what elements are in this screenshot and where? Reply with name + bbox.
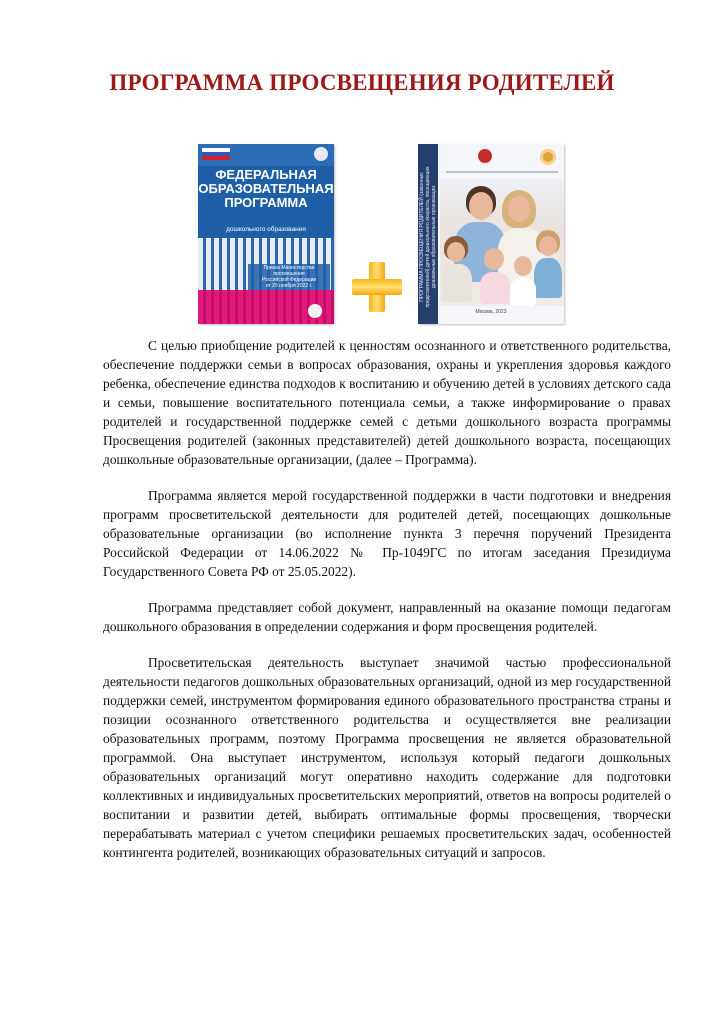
- ministry-logo-icon: [478, 149, 492, 163]
- cover-subtitle: дошкольного образования: [226, 226, 306, 233]
- flag-icon: [202, 148, 230, 160]
- body-text: [103, 336, 671, 879]
- paragraph: Просветительская деятельность выступает значимой частью профессиональной деятельности педагогов дошкольных образовательных организаций, одной из мер государственной поддержки семей, инструментом формирования единого образовательного пространства страны и позиции осознанного ответственного родительства и осуществляется вне реализации образовательных программ, поэтому Программа просвещения не является образовательной программой. Она выступает инструментом, используя который педагоги дошкольных образовательных организаций могут оперативно находить содержание для подготовки коллективных и индивидуальных просветительских мероприятий, ответов на вопросы родителей о воспитании и развитии детей, выбирать оптимальные формы просвещения, творчески перерабатывать материал с учетом специфики решаемых просветительских задач, особенностей контингента родителей, возникающих образовательных ситуаций и запросов.: [103, 655, 671, 860]
- paragraph: Программа является мерой государственной поддержки в части подготовки и внедрения программ просветительской деятельности для родителей детей, посещающих дошкольные образовательные организации (во исполнение пункта 3 перечня поручений Президента Российской Федерации от 14.06.2022 № Пр-1049ГС по итогам заседания Президиума Государственного Совета РФ от 25.05.2022).: [103, 488, 671, 579]
- parents-program-cover-image: [418, 144, 564, 324]
- institute-logo-icon: [540, 149, 556, 165]
- paragraph: Программа представляет собой документ, направленный на оказание помощи педагогам дошкольного образования в определении содержания и форм просвещения родителей.: [103, 600, 671, 634]
- emblem-icon: [314, 147, 328, 161]
- page-title: ПРОГРАММА ПРОСВЕЩЕНИЯ РОДИТЕЛЕЙ: [109, 70, 615, 95]
- cover-spine-text: ПРОГРАММА ПРОСВЕЩЕНИЯ РОДИТЕЛЕЙ (законных представителей) детей дошкольного возраста, посещающих дошкольные образовательные организации: [419, 166, 437, 308]
- cover-order-text: [248, 264, 330, 290]
- seal-icon: [308, 304, 322, 318]
- cover-order-line: от 25 ноября 2022 г.: [265, 283, 313, 289]
- cover-city-year: Москва, 2023: [475, 309, 507, 315]
- family-photo: [440, 178, 564, 306]
- cover-small-text-line: [446, 171, 558, 173]
- plus-icon: [352, 262, 402, 312]
- cover-order-line: Приказ Министерства просвещения: [263, 265, 315, 277]
- cover-order-line: Российской Федерации: [261, 277, 317, 283]
- cover-title: ФЕДЕРАЛЬНАЯ ОБРАЗОВАТЕЛЬНАЯ ПРОГРАММА: [198, 167, 334, 210]
- paragraph: С целью приобщение родителей к ценностям осознанного и ответственного родительства, обеспечение поддержки семьи в вопросах образования, охраны и укрепления здоровья каждого ребенка, обеспечение единства подходов к воспитанию и обучению детей в условиях детского сада и семьи, повышение воспитательного потенциала семьи, а также информирование о правах родителей и государственной поддержке семей с детьми дошкольного возраста программы Просвещения родителей (законных представителей) детей дошкольного возраста, посещающих дошкольные образовательные организации, (далее – Программа).: [103, 338, 671, 467]
- federal-program-cover-image: [198, 144, 334, 324]
